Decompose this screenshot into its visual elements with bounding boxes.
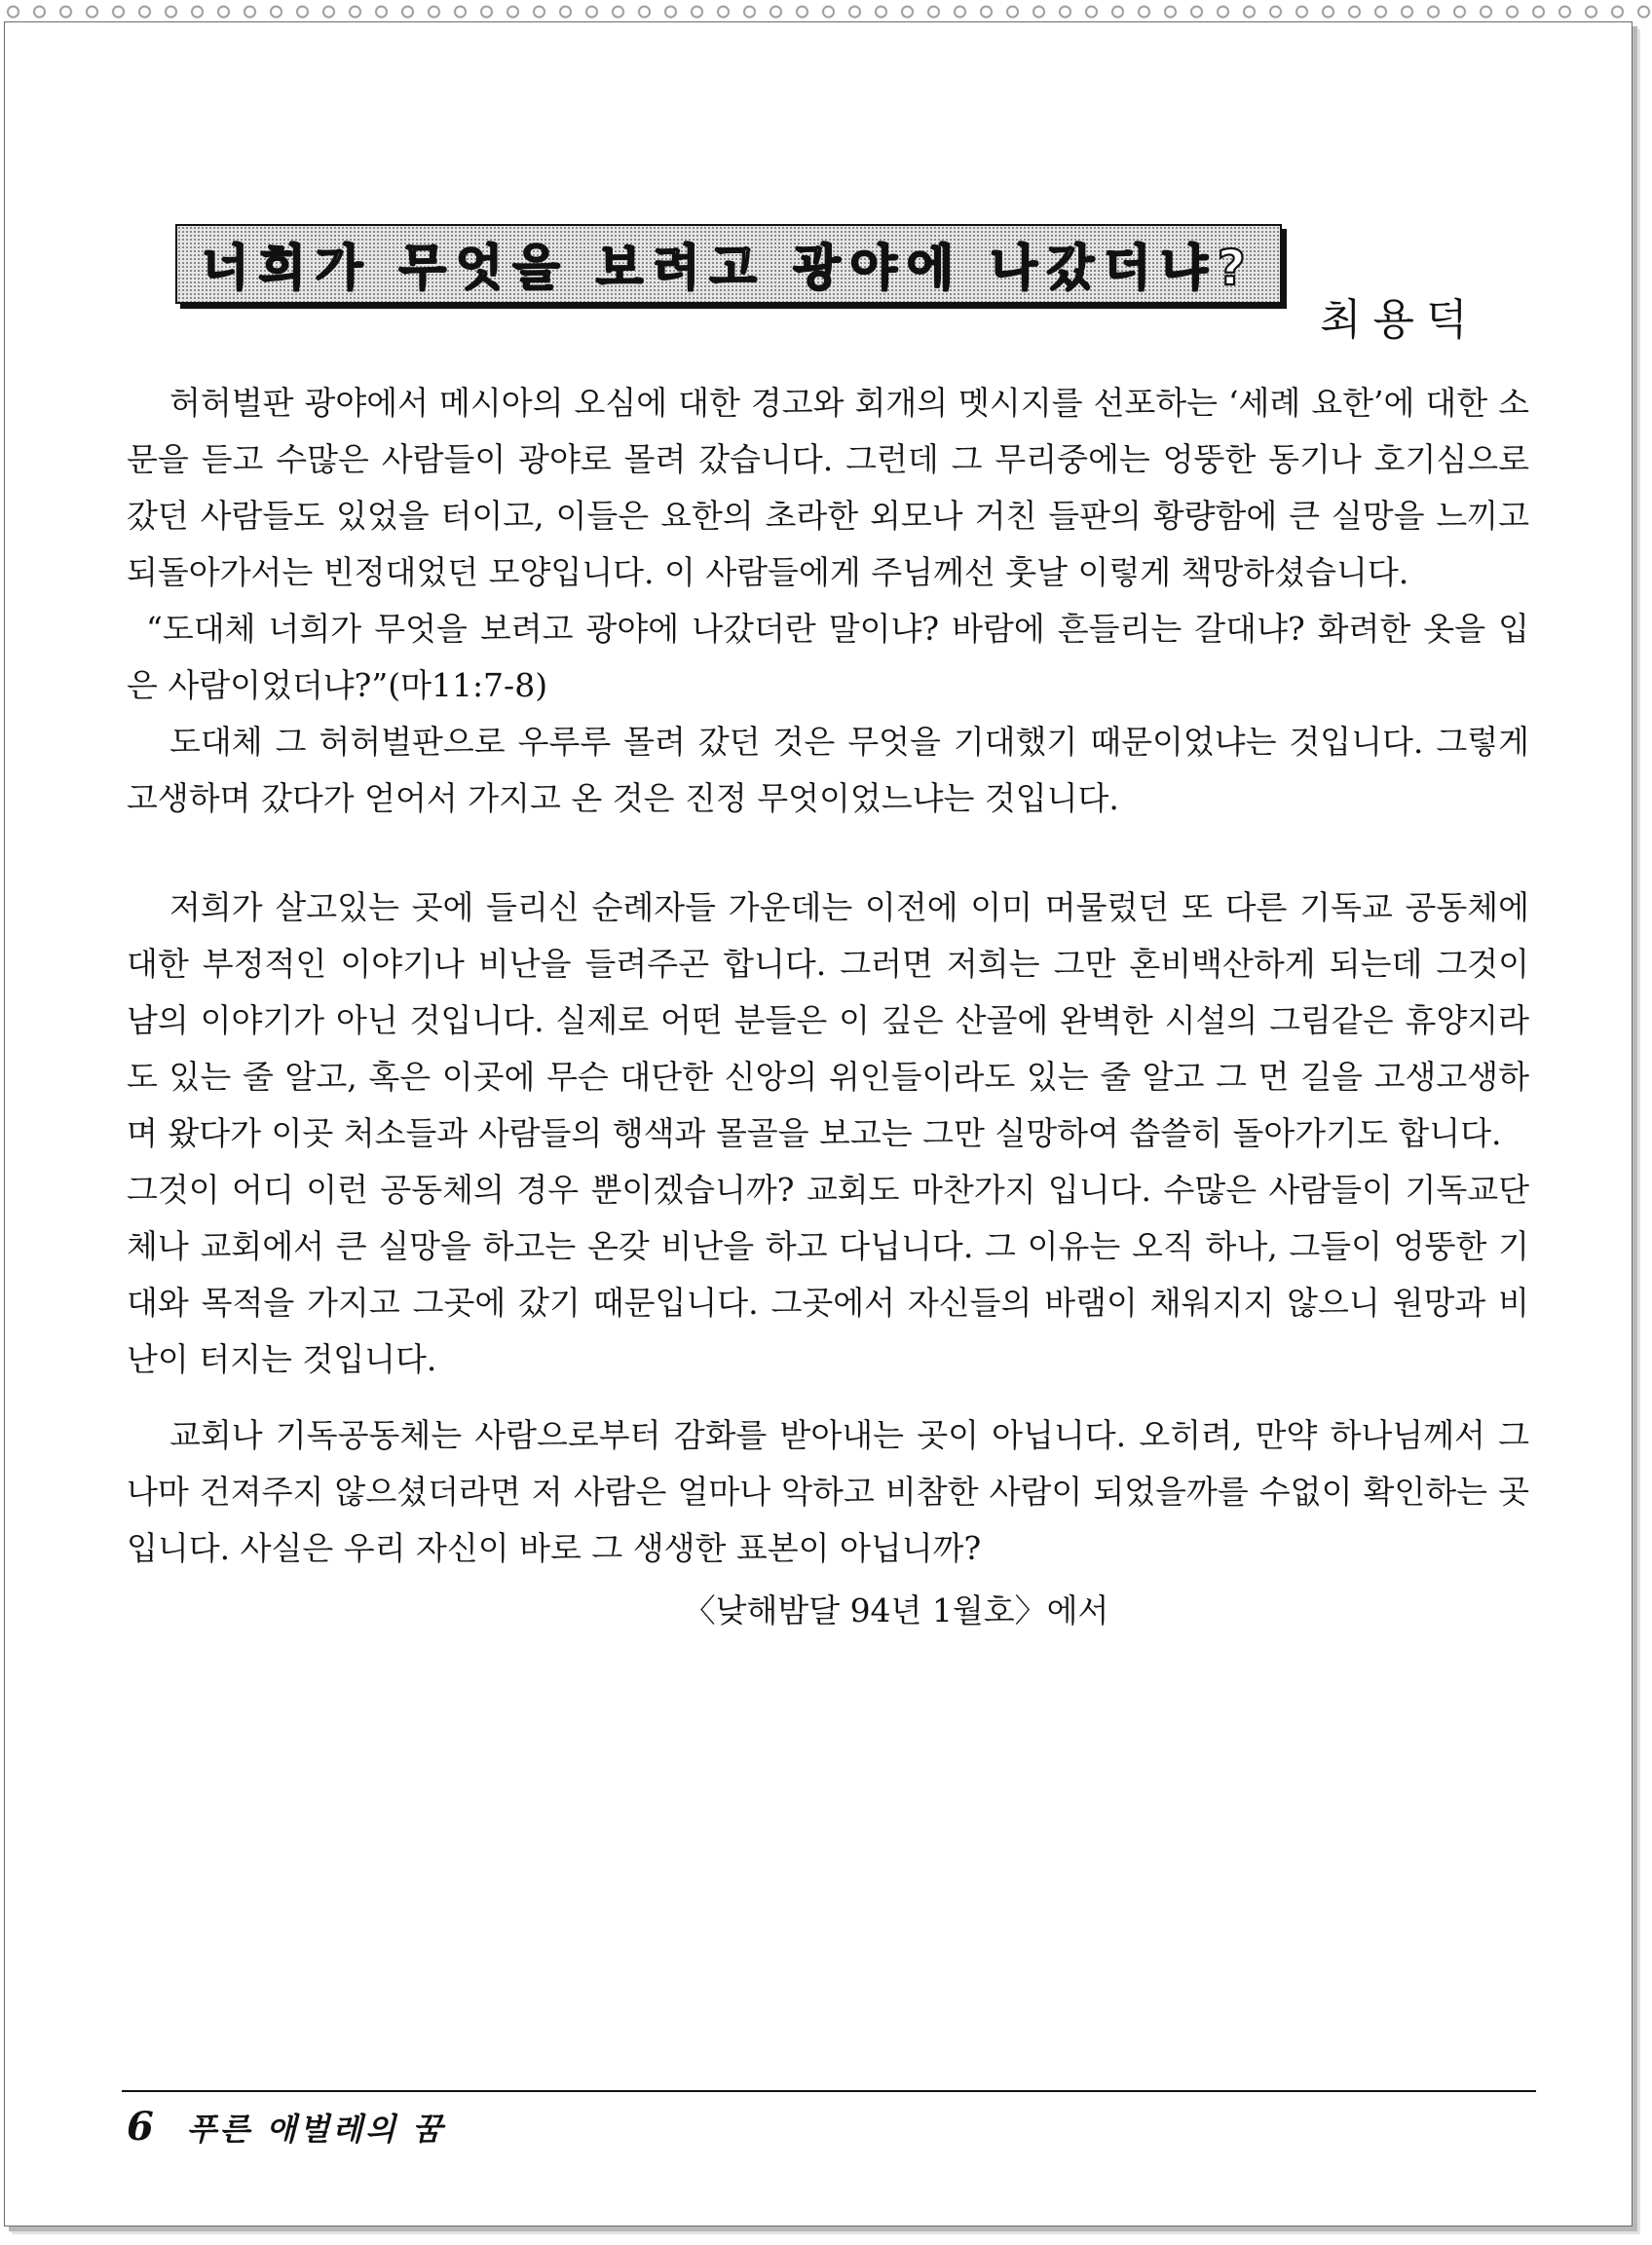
paragraph-1: 허허벌판 광야에서 메시아의 오심에 대한 경고와 회개의 멧시지를 선포하는 ‘세례 요한’에 대한 소문을 듣고 수많은 사람들이 광야로 몰려 갔습니다. 그런데 그 무리중에는 엉뚱한 동기나 호기심으로 갔던 사람들도 있었을 터이고, 이들은 요한의 초라한 외모나 거친 들판의 황량함에 큰 실망을 느끼고 되돌아가서는 빈정대었던 모양입니다. 이 사람들에게 주님께선 훗날 이렇게 책망하셨습니다.	[127, 384, 1529, 591]
page-number: 6	[127, 2104, 154, 2150]
article-body	[127, 375, 1529, 1639]
paragraph-5: 그것이 어디 이런 공동체의 경우 뿐이겠습니까? 교회도 마찬가지 입니다. 수많은 사람들이 기독교단체나 교회에서 큰 실망을 하고는 온갖 비난을 하고 다닙니다. 그 이유는 오직 하나, 그들이 엉뚱한 기대와 목적을 가지고 그곳에 갔기 때문입니다. 그곳에서 자신들의 바램이 채워지지 않으니 원망과 비난이 터지는 것입니다.	[127, 1171, 1529, 1378]
title-box	[175, 224, 1282, 304]
page-footer	[127, 2104, 445, 2150]
paragraph-6: 교회나 기독공동체는 사람으로부터 감화를 받아내는 곳이 아닙니다. 오히려, 만약 하나님께서 그나마 건져주지 않으셨더라면 저 사람은 얼마나 악하고 비참한 사람이 되었을까를 수없이 확인하는 곳입니다. 사실은 우리 자신이 바로 그 생생한 표본이 아닙니까?	[127, 1416, 1529, 1567]
paragraph-4: 저희가 살고있는 곳에 들리신 순례자들 가운데는 이전에 이미 머물렀던 또 다른 기독교 공동체에 대한 부정적인 이야기나 비난을 들려주곤 합니다. 그러면 저희는 그만 혼비백산하게 되는데 그것이 남의 이야기가 아닌 것입니다. 실제로 어떤 분들은 이 깊은 산골에 완벽한 시설의 그림같은 휴양지라도 있는 줄 알고, 혹은 이곳에 무슨 대단한 신앙의 위인들이라도 있는 줄 알고 그 먼 길을 고생고생하며 왔다가 이곳 처소들과 사람들의 행색과 몰골을 보고는 그만 실망하여 씁쓸히 돌아가기도 합니다.	[127, 888, 1529, 1152]
source-citation: 〈낮해밤달 94년 1월호〉에서	[683, 1591, 1109, 1629]
page-title: 너희가 무엇을 보려고 광야에 나갔더냐?	[202, 240, 1256, 296]
paragraph-3: 도대체 그 허허벌판으로 우루루 몰려 갔던 것은 무엇을 기대했기 때문이었냐는 것입니다. 그렇게 고생하며 갔다가 얻어서 가지고 온 것은 진정 무엇이었느냐는 것입니다.	[127, 723, 1529, 817]
spiral-binding	[0, 0, 1652, 21]
footer-divider	[122, 2090, 1536, 2092]
scripture-quote: “도대체 너희가 무엇을 보려고 광야에 나갔더란 말이냐? 바람에 흔들리는 갈대냐? 화려한 옷을 입은 사람이었더냐?”(마11:7-8)	[127, 610, 1529, 704]
author-name: 최용덕	[1320, 295, 1480, 345]
magazine-name: 푸른 애벌레의 꿈	[186, 2111, 446, 2148]
